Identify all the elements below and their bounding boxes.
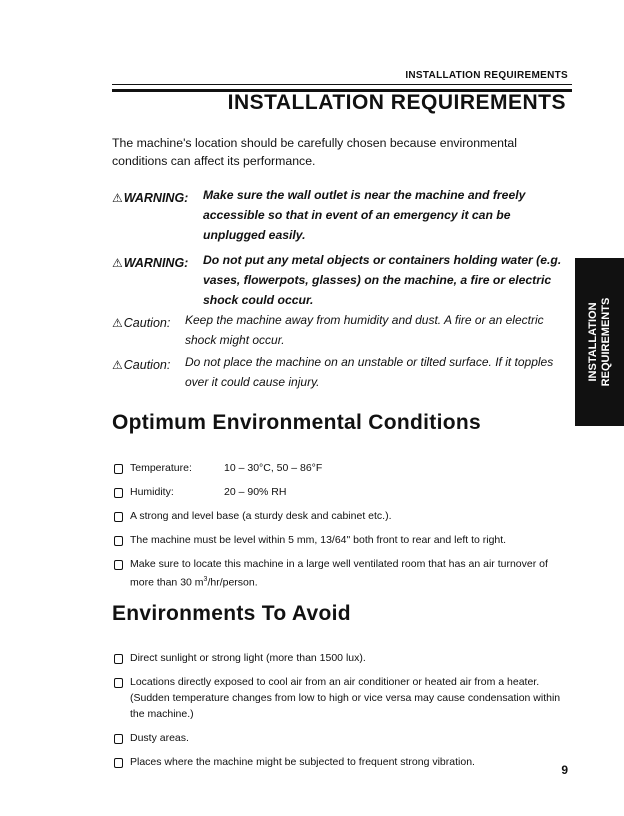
caution-triangle-icon: ⚠ bbox=[112, 316, 123, 330]
warning-label: ⚠WARNING: bbox=[112, 256, 189, 270]
list-item: Direct sunlight or strong light (more than 1500 lux). bbox=[114, 650, 574, 666]
list-item: Locations directly exposed to cool air from an air conditioner or heated air from a heater. (Sudden temperature changes from low to high or vice versa may cause condensation within the machine.) bbox=[114, 674, 574, 722]
list-item: A strong and level base (a sturdy desk and cabinet etc.). bbox=[114, 508, 574, 524]
checkbox-bullet-icon bbox=[114, 758, 123, 768]
checkbox-bullet-icon bbox=[114, 654, 123, 664]
caution-label: ⚠Caution: bbox=[112, 316, 171, 330]
page-number: 9 bbox=[561, 763, 568, 777]
running-header: INSTALLATION REQUIREMENTS bbox=[405, 70, 568, 81]
side-tab-line: REQUIREMENTS bbox=[599, 297, 612, 387]
warning-label: ⚠WARNING: bbox=[112, 191, 189, 205]
list-item: Make sure to locate this machine in a large well ventilated room that has an air turnover of more than 30 $m^3/hr$/person. bbox=[114, 556, 574, 591]
warning-text: Make sure the wall outlet is near the machine and freely accessible so that in event of an emergency it can be unplugged easily. bbox=[203, 188, 526, 242]
caution-text: Keep the machine away from humidity and dust. A fire or an electric shock might occur. bbox=[185, 313, 544, 347]
checkbox-bullet-icon bbox=[114, 678, 123, 688]
list-item: Dusty areas. bbox=[114, 730, 574, 746]
warning-triangle-icon: ⚠ bbox=[112, 256, 123, 270]
list-item: Temperature: 10 – 30°C, 50 – 86°F bbox=[114, 460, 574, 476]
intro-paragraph: The machine's location should be carefully chosen because environmental conditions can affect its performance. bbox=[112, 136, 517, 168]
caution-text: Do not place the machine on an unstable or tilted surface. If it topples over it could cause injury. bbox=[185, 355, 554, 389]
list-item: The machine must be level within 5 mm, 13/64" both front to rear and left to right. bbox=[114, 532, 574, 548]
checkbox-bullet-icon bbox=[114, 512, 123, 522]
optimum-conditions-list bbox=[114, 460, 574, 599]
checkbox-bullet-icon bbox=[114, 488, 123, 498]
checkbox-bullet-icon bbox=[114, 560, 123, 570]
list-item: Humidity: 20 – 90% RH bbox=[114, 484, 574, 500]
warning-text: Do not put any metal objects or containers holding water (e.g. vases, flowerpots, glasses) on the machine, a fire or electric shock could occur. bbox=[203, 253, 562, 307]
section-title-optimum: Optimum Environmental Conditions bbox=[112, 411, 481, 434]
checkbox-bullet-icon bbox=[114, 536, 123, 546]
header-rule bbox=[112, 84, 572, 85]
section-title-avoid: Environments To Avoid bbox=[112, 602, 351, 625]
list-item: Places where the machine might be subjected to frequent strong vibration. bbox=[114, 754, 574, 770]
side-tab-line: INSTALLATION bbox=[586, 302, 599, 382]
caution-triangle-icon: ⚠ bbox=[112, 358, 123, 372]
caution-label: ⚠Caution: bbox=[112, 358, 171, 372]
checkbox-bullet-icon bbox=[114, 464, 123, 474]
page-title: INSTALLATION REQUIREMENTS bbox=[227, 91, 566, 114]
warning-triangle-icon: ⚠ bbox=[112, 191, 123, 205]
avoid-environments-list bbox=[114, 650, 574, 778]
section-side-tab bbox=[575, 258, 624, 426]
checkbox-bullet-icon bbox=[114, 734, 123, 744]
